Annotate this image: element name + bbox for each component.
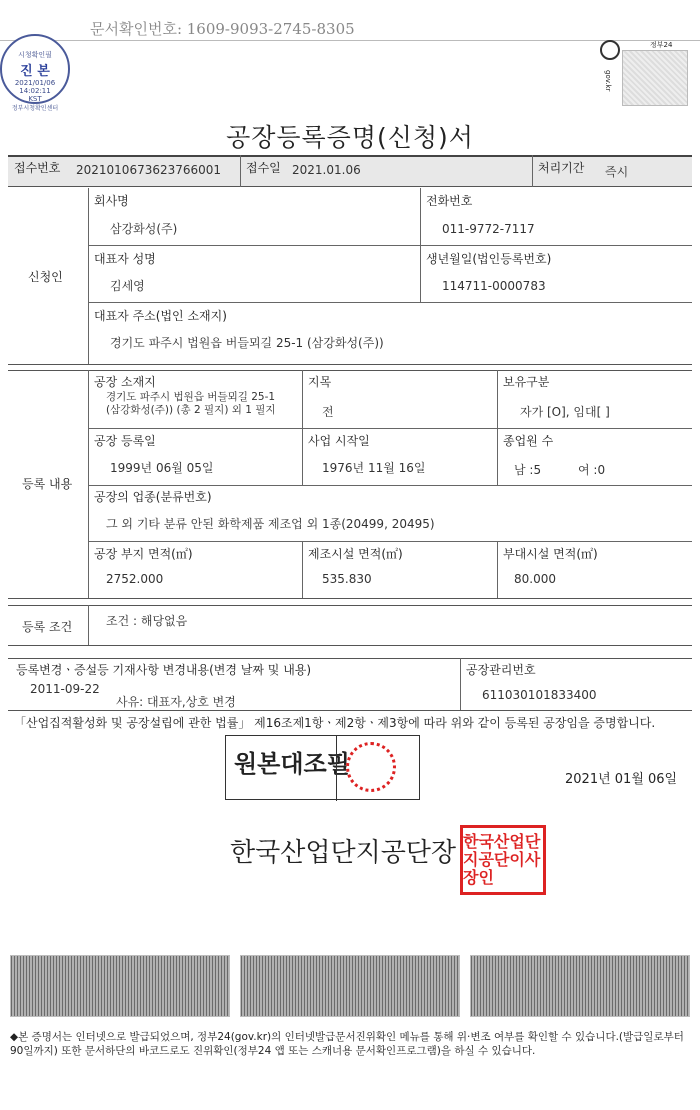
- stamp-bottom-text: 정부시청확인센터: [11, 105, 59, 112]
- company-label: 회사명: [94, 194, 129, 208]
- aux-area: 80.000: [514, 572, 556, 586]
- footer-notice: ◆본 증명서는 인터넷으로 발급되었으며, 정부24(gov.kr)의 인터넷발급문서진위확인 메뉴를 통해 위·변조 여부를 확인할 수 있습니다.(발급일로부터 90일까지) 또한 문서하단의 바코드로도 진위확인(정부24 앱 또는 스캐너용 문서확인프로그램)을 하실 수 있습니다.: [10, 1031, 684, 1057]
- receipt-date-label: 접수일: [246, 161, 281, 175]
- birth-value: 114711-0000783: [442, 279, 546, 293]
- official-seal: 한국산업단지공단이사장인: [460, 825, 546, 895]
- issue-date: 2021년 01월 06일: [565, 772, 678, 787]
- page-title: 공장등록증명(신청)서: [226, 123, 474, 152]
- mfg-area-label: 제조시설 면적(㎡): [308, 547, 403, 561]
- registration-section-label: 등록 내용: [22, 477, 73, 491]
- red-seal-icon: [346, 742, 396, 792]
- rep-name: 김세영: [110, 279, 145, 293]
- gov24-barcode: [600, 40, 690, 106]
- industry-value: 그 외 기타 분류 안된 화학제품 제조업 외 1종(20499, 20495): [106, 517, 435, 531]
- stamp-tz: KST: [28, 95, 42, 103]
- ownership-label: 보유구분: [503, 375, 550, 389]
- mgmt-no-label: 공장관리번호: [466, 663, 536, 677]
- ownership-value: 자가 [O], 임대[ ]: [520, 405, 610, 419]
- condition-value: 조건 : 해당없음: [106, 614, 188, 628]
- start-date-label: 사업 시작일: [308, 434, 370, 448]
- stamp-main-text: 진 본: [20, 64, 50, 79]
- gov24-side-label: gov.kr: [604, 70, 612, 92]
- aux-area-label: 부대시설 면적(㎡): [503, 547, 598, 561]
- employees-male: 남 :5: [514, 463, 542, 477]
- rep-label: 대표자 성명: [94, 252, 156, 266]
- address-value: 경기도 파주시 법원읍 버들뫼길 25-1 (삼강화성(주)): [110, 336, 384, 350]
- receipt-no-label: 접수번호: [14, 161, 61, 175]
- mgmt-no: 611030101833400: [482, 688, 597, 702]
- land-category-label: 지목: [308, 375, 332, 389]
- phone-number: 011-9772-7117: [442, 222, 535, 236]
- start-date: 1976년 11월 16일: [322, 461, 426, 475]
- mfg-area: 535.830: [322, 572, 372, 586]
- kop-logo-icon: [600, 40, 620, 60]
- factory-location-label: 공장 소재지: [94, 375, 156, 389]
- factory-location-line2: (삼강화성(주)) (총 2 필지) 외 1 필지: [106, 404, 276, 416]
- company-name: 삼강화성(주): [110, 222, 178, 236]
- birth-label: 생년월일(법인등록번호): [426, 252, 552, 266]
- phone-label: 전화번호: [426, 194, 473, 208]
- document-confirmation-number: 문서확인번호: 1609-9093-2745-8305: [90, 20, 355, 38]
- barcode-1: [10, 955, 230, 1017]
- receipt-date: 2021.01.06: [292, 163, 361, 177]
- 2d-barcode: [622, 50, 688, 106]
- stamp-top-text: 시청확인필: [18, 51, 52, 59]
- change-reason: 사유: 대표자,상호 변경: [116, 695, 236, 709]
- verification-stamp: [0, 34, 70, 112]
- receipt-no: 2021010673623766001: [76, 163, 222, 177]
- condition-section-label: 등록 조건: [22, 620, 73, 634]
- period-label: 처리기간: [538, 161, 585, 175]
- address-label: 대표자 주소(법인 소재지): [94, 309, 227, 323]
- land-category: 전: [322, 405, 334, 419]
- employees-female: 여 :0: [578, 463, 606, 477]
- period-value: 즉시: [605, 165, 629, 179]
- applicant-section-label: 신청인: [28, 270, 63, 284]
- barcode-2: [240, 955, 460, 1017]
- stamp-date: 2021/01/06: [14, 79, 56, 87]
- barcode-3: [470, 955, 690, 1017]
- site-area-label: 공장 부지 면적(㎡): [94, 547, 193, 561]
- issuer-name: 한국산업단지공단장: [230, 838, 457, 868]
- site-area: 2752.000: [106, 572, 164, 586]
- original-verified-text: 원본대조필: [234, 750, 350, 778]
- gov24-label: 정부24: [650, 41, 673, 49]
- industry-label: 공장의 업종(분류번호): [94, 490, 212, 504]
- header-divider: [0, 40, 700, 41]
- change-date: 2011-09-22: [30, 682, 100, 696]
- changes-label: 등록변경ㆍ증설등 기재사항 변경내용(변경 날짜 및 내용): [16, 663, 312, 677]
- registration-date: 1999년 06월 05일: [110, 461, 214, 475]
- employees-label: 종업원 수: [503, 434, 554, 448]
- certification-statement: 「산업집적활성화 및 공장설립에 관한 법률」 제16조제1항ㆍ제2항ㆍ제3항에 따라 위와 같이 등록된 공장임을 증명합니다.: [14, 716, 656, 730]
- factory-location-line1: 경기도 파주시 법원읍 버들뫼길 25-1: [106, 391, 276, 403]
- registration-date-label: 공장 등록일: [94, 434, 156, 448]
- original-verified-stamp: [225, 735, 420, 800]
- stamp-time: 14:02:11: [19, 87, 51, 95]
